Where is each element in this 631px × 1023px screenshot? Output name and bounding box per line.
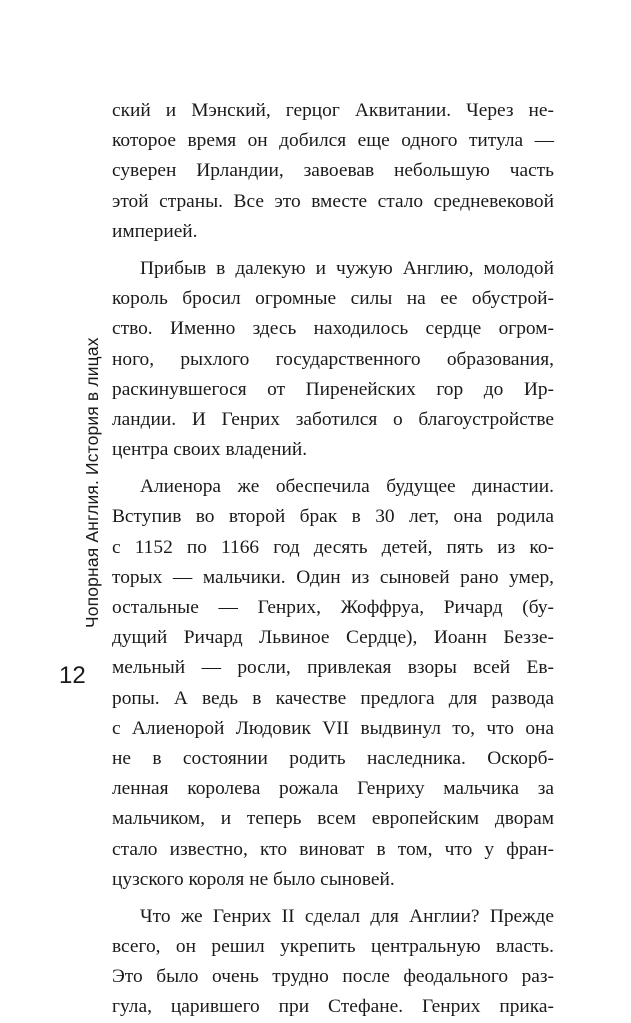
text-line: Алиенора же обеспечила будущее династии.	[140, 476, 554, 498]
text-line: торых — мальчики. Один из сыновей рано умер,	[112, 566, 554, 588]
page-number: 12	[59, 662, 86, 689]
text-line: с 1152 по 1166 год десять детей, пять из ко-	[112, 536, 554, 558]
text-line: суверен Ирландии, завоевав небольшую часть	[112, 160, 554, 182]
text-line: империей.	[112, 220, 198, 242]
paragraph	[112, 472, 554, 895]
paragraph	[112, 254, 554, 465]
text-line: этой страны. Все это вместе стало средневековой	[112, 190, 554, 212]
text-line: Вступив во второй брак в 30 лет, она родила	[112, 506, 554, 528]
text-line: мальчиком, и теперь всем европейским дворам	[112, 808, 554, 830]
text-line: ропы. А ведь в качестве предлога для развода	[112, 687, 554, 709]
text-line: с Алиенорой Людовик VII выдвинул то, что она	[112, 717, 554, 739]
text-line: всего, он решил укрепить центральную власть.	[112, 936, 554, 958]
text-line: мельный — росли, привлекая взоры всей Ев-	[112, 657, 554, 679]
text-line: Что же Генрих II сделал для Англии? Прежде	[140, 905, 554, 927]
paragraph	[112, 902, 554, 1023]
text-line: ного, рыхлого государственного образования,	[112, 348, 554, 370]
text-line: которое время он добился еще одного титула —	[112, 130, 554, 152]
text-line: стало известно, кто виноват в том, что у фран-	[112, 838, 554, 860]
text-line: центра своих владений.	[112, 439, 308, 461]
text-line: раскинувшегося от Пиренейских гор до Ир-	[112, 378, 554, 400]
paragraph	[112, 96, 554, 247]
running-head: Чопорная Англия. История в лицах	[82, 337, 102, 628]
text-line: ленная королева рожала Генриху мальчика за	[112, 778, 554, 800]
text-line: ландии. И Генрих заботился о благоустройстве	[112, 408, 554, 430]
text-line: ство. Именно здесь находилось сердце огром-	[112, 318, 554, 340]
text-line: дущий Ричард Львиное Сердце), Иоанн Беззе-	[112, 627, 554, 649]
text-line: цузского короля не было сыновей.	[112, 868, 395, 890]
text-line: Это было очень трудно после феодального раз-	[112, 966, 554, 988]
text-line: ский и Мэнский, герцог Аквитании. Через не-	[112, 100, 554, 121]
text-line: король бросил огромные силы на ее обустрой-	[112, 288, 554, 310]
text-line: остальные — Генрих, Жоффруа, Ричард (бу-	[112, 597, 554, 618]
body-text	[112, 96, 554, 1023]
text-line: Прибыв в далекую и чужую Англию, молодой	[140, 257, 554, 279]
text-line: гула, царившего при Стефане. Генрих прика-	[112, 996, 554, 1018]
text-line: не в состоянии родить наследника. Оскорб-	[112, 747, 554, 769]
